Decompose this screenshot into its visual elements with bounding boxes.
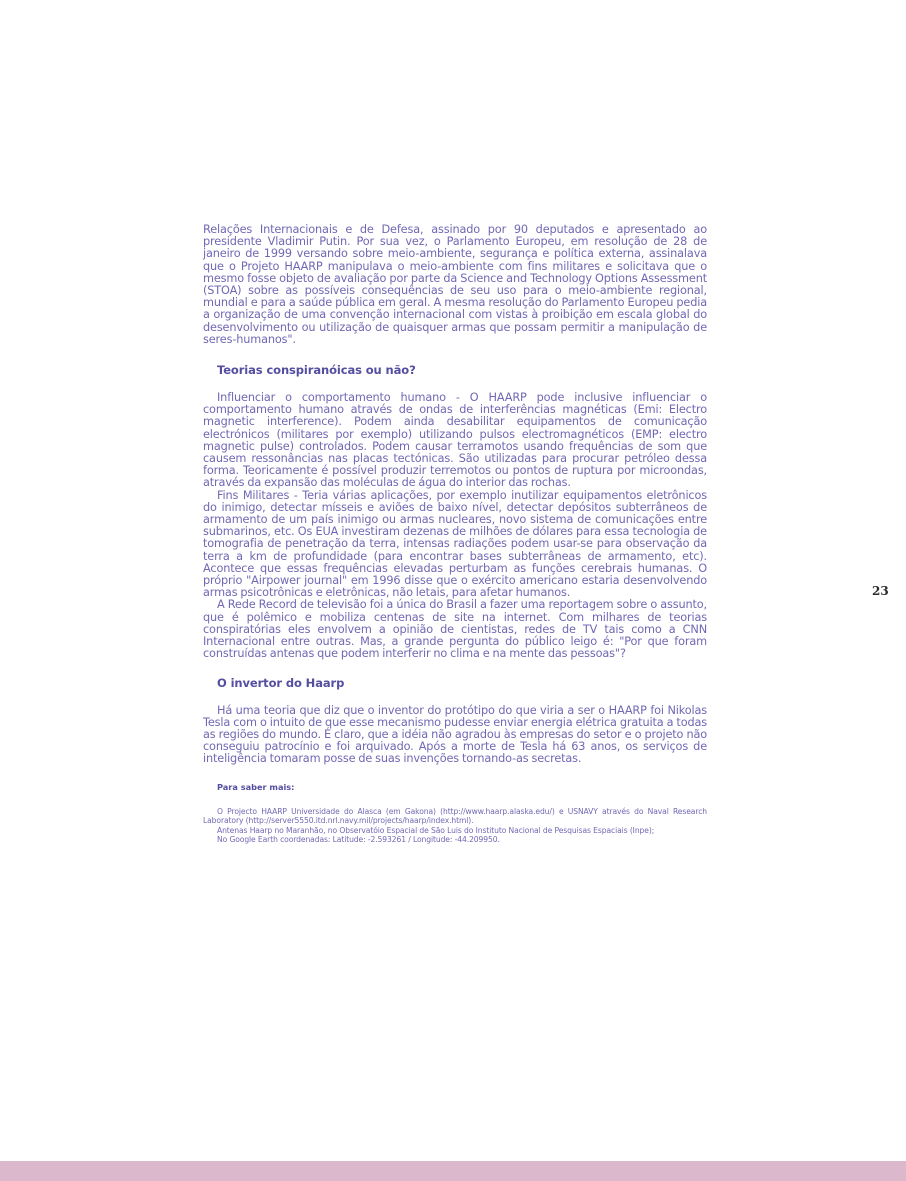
section-heading: O invertor do Haarp bbox=[217, 675, 345, 690]
paragraph: Há uma teoria que diz que o inventor do protótipo do que viria a ser o HAARP foi Nikolas Tesla com o intuito de que esse mecanismo pudesse enviar energia elétrica gratuita a todas as regiões do mundo. É claro, que a idéia não agradou às empresas do setor e o projeto não conseguiu patrocínio e foi arquivado. Após a morte de Tesla há 63 anos, os serviços de inteligência tomaram posse de suas invenções tornando-as secretas. bbox=[203, 703, 707, 766]
article-column bbox=[203, 224, 707, 845]
further-reading-title: Para saber mais: bbox=[217, 781, 295, 792]
section-heading: Teorias conspiranóicas ou não? bbox=[217, 363, 416, 378]
paragraph: Relações Internacionais e de Defesa, assinado por 90 deputados e apresentado ao presidente Vladimir Putin. Por sua vez, o Parlamento Europeu, em resolução de 28 de janeiro de 1999 versando sobre meio-ambiente, segurança e política externa, assinalava que o Projeto HAARP manipulava o meio-ambiente com fins militares e solicitava que o mesmo fosse objeto de avaliação por parte da Science and Technology Options Assessment (STOA) sobre as possíveis consequências de seu uso para o meio-ambiente regional, mundial e para a saúde pública em geral. A mesma resolução do Parlamento Europeu pedia a organização de uma convenção internacional com vistas à proibição em escala global do desenvolvimento ou utilização de quaisquer armas que possam permitir a manipulação de seres-humanos". bbox=[203, 223, 707, 346]
bottom-color-bar bbox=[0, 1161, 906, 1181]
paragraph: Fins Militares - Teria várias aplicações, por exemplo inutilizar equipamentos eletrônicos do inimigo, detectar mísseis e aviões de baixo nível, detectar depósitos subterrâneos de armamento de um país inimigo ou armas nucleares, novo sistema de comunicações entre submarinos, etc. Os EUA investiram dezenas de milhões de dólares para essa tecnologia de tomografia de penetração da terra, intensas radiações podem usar-se para observação da terra a km de profundidade (para encontrar bases subterrâneas de armamento, etc). Acontece que essas frequências elevadas perturbam as funções cerebrais humanas. O próprio "Airpower journal" em 1996 disse que o exército americano estaria desenvolvendo armas psicotrônicas e eletrônicas, não letais, para afetar humanos. bbox=[203, 488, 707, 600]
paragraph: A Rede Record de televisão foi a única do Brasil a fazer uma reportagem sobre o assunto, que é polêmico e mobiliza centenas de site na internet. Com milhares de teorias conspiratórias eles envolvem a opinião de cientistas, redes de TV tais como a CNN Internacional entre outras. Mas, a grande pergunta do público leigo é: "Por que foram construídas antenas que podem interferir no clima e na mente das pessoas"? bbox=[203, 598, 707, 661]
paragraph: Influenciar o comportamento humano - O HAARP pode inclusive influenciar o comportamento humano através de ondas de interferências magnéticas (Emi: Electro magnetic interference). Podem ainda desabilitar equipamentos de comunicação electrónicos (militares por exemplo) utilizando pulsos electromagnéticos (EMP: electro magnetic pulse) controlados. Podem causar terramotos usando frequências de som que causem ressonâncias nas placas tectónicas. São utilizadas para procurar petróleo dessa forma. Teoricamente é possível produzir terremotos ou pontos de ruptura por microondas, através da expansão das moléculas de água do interior das rochas. bbox=[203, 391, 707, 490]
page-number: 23 bbox=[872, 584, 889, 598]
reference-item: No Google Earth coordenadas: Latitude: -2.593261 / Longitude: -44.209950. bbox=[217, 835, 500, 845]
reference-item: Antenas Haarp no Maranhão, no Observatóio Espacial de São Luis do Instituto Nacional de Pesquisas Espaciais (Inpe); bbox=[217, 825, 655, 835]
spacer bbox=[203, 377, 707, 392]
reference-item: O Projecto HAARP Universidade do Alasca (em Gakona) (http://www.haarp.alaska.edu/) e USNAVY através do Naval Research Laboratory (http://server5550.itd.nrl.navy.mil/projects/haarp/index.html). bbox=[203, 806, 707, 826]
spacer bbox=[203, 690, 707, 705]
